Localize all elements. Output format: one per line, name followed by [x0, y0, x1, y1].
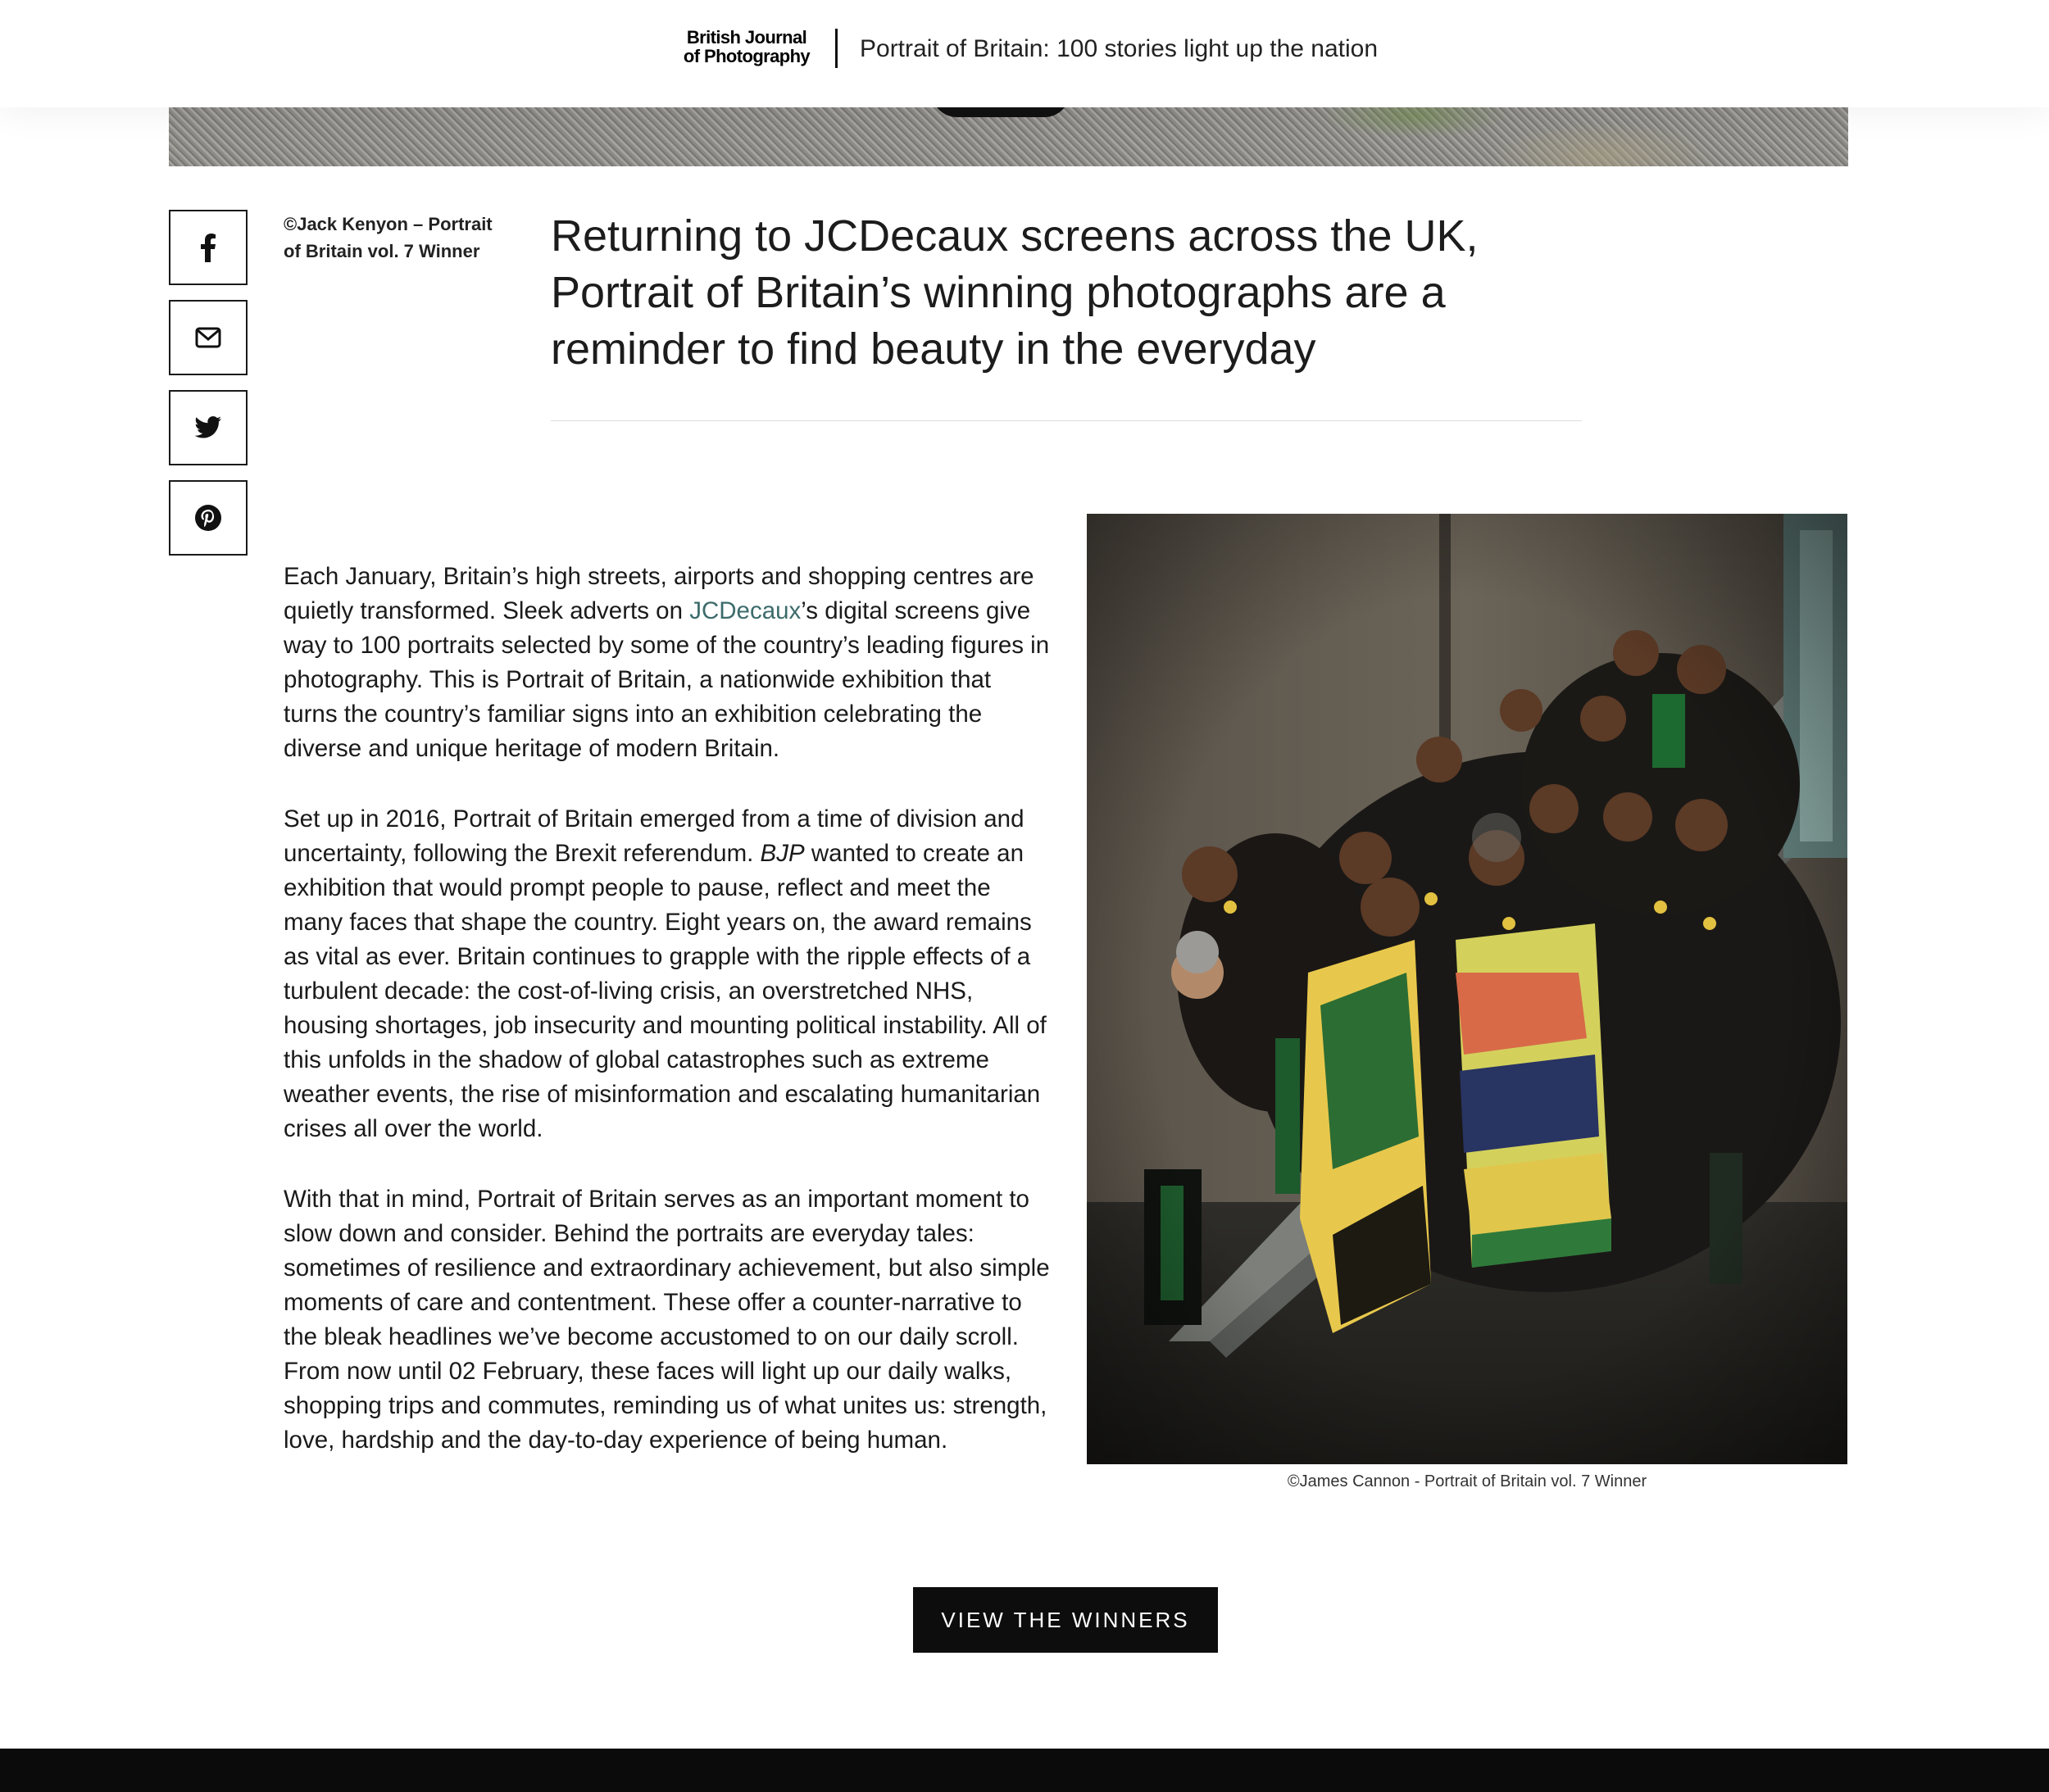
header-article-title: Portrait of Britain: 100 stories light up the nation [860, 35, 1379, 62]
twitter-icon [194, 416, 222, 439]
facebook-icon [199, 233, 217, 262]
view-winners-button[interactable]: VIEW THE WINNERS [913, 1587, 1218, 1653]
hero-image [169, 107, 1848, 166]
email-icon [195, 327, 221, 348]
logo-line-2: of Photography [683, 46, 811, 66]
article-paragraph-3: With that in mind, Portrait of Britain serves as an important moment to slow down and consider. Behind the portraits are everyday tales: sometimes of resilience and extraordinary achievement, but also simple moments of care and contentment. These offer a counter-narrative to the bleak headlines we’ve become accustomed to on our daily scroll. From now until 02 February, these faces will light up our daily walks, shopping trips and commutes, reminding us of what unites us: strength, love, hardship and the day-to-day experience of being human. [284, 1186, 1050, 1454]
site-header [0, 0, 2049, 107]
paragraph-text: ’s digital screens give way to 100 portraits selected by some of the country’s leading figures in photography. This is Portrait of Britain, a nationwide exhibition that turns the country’s familiar signs into an exhibition celebrating the diverse and unique heritage of modern Britain. [284, 597, 1050, 762]
pinterest-icon [194, 504, 222, 532]
logo-line-1: British Journal [686, 27, 807, 48]
share-pinterest-button[interactable] [169, 480, 248, 556]
footer [0, 1749, 2049, 1792]
feature-image-caption: ©James Cannon - Portrait of Britain vol. 7 Winner [1287, 1472, 1647, 1490]
share-twitter-button[interactable] [169, 390, 248, 465]
standfirst-divider [551, 420, 1582, 421]
site-logo[interactable] [677, 28, 816, 66]
hero-image-detail [931, 107, 1070, 117]
bjp-emphasis: BJP [760, 840, 805, 867]
header-divider [835, 29, 838, 68]
hero-image-caption: ©Jack Kenyon – Portrait of Britain vol. 7 Winner [284, 214, 493, 261]
paragraph-text: Each January, Britain’s high streets, airports and shopping centres are quietly transformed. Sleek adverts on [284, 563, 1034, 624]
article-body [284, 560, 1050, 1494]
article-standfirst: Returning to JCDecaux screens across the UK, Portrait of Britain’s winning photographs are a reminder to find beauty in the everyday [551, 211, 1479, 374]
jcdecaux-link[interactable]: JCDecaux [689, 597, 802, 624]
share-email-button[interactable] [169, 300, 248, 375]
article-paragraph-1 [284, 560, 1050, 766]
paragraph-text: wanted to create an exhibition that would prompt people to pause, reflect and meet the many faces that shape the country. Eight years on, the award remains as vital as ever. Britain continues to grapple with the ripple effects of a turbulent decade: the cost-of-living crisis, an overstretched NHS, housing shortages, job insecurity and mounting political instability. All of this unfolds in the shadow of global catastrophes such as extreme weather events, the rise of misinformation and escalating humanitarian crises all over the world. [284, 840, 1047, 1142]
group-portrait-illustration [1087, 514, 1847, 1464]
article-paragraph-2 [284, 802, 1050, 1146]
feature-image [1087, 514, 1847, 1464]
paragraph-text: Set up in 2016, Portrait of Britain emerged from a time of division and uncertainty, following the Brexit referendum. [284, 805, 1024, 867]
share-facebook-button[interactable] [169, 210, 248, 285]
